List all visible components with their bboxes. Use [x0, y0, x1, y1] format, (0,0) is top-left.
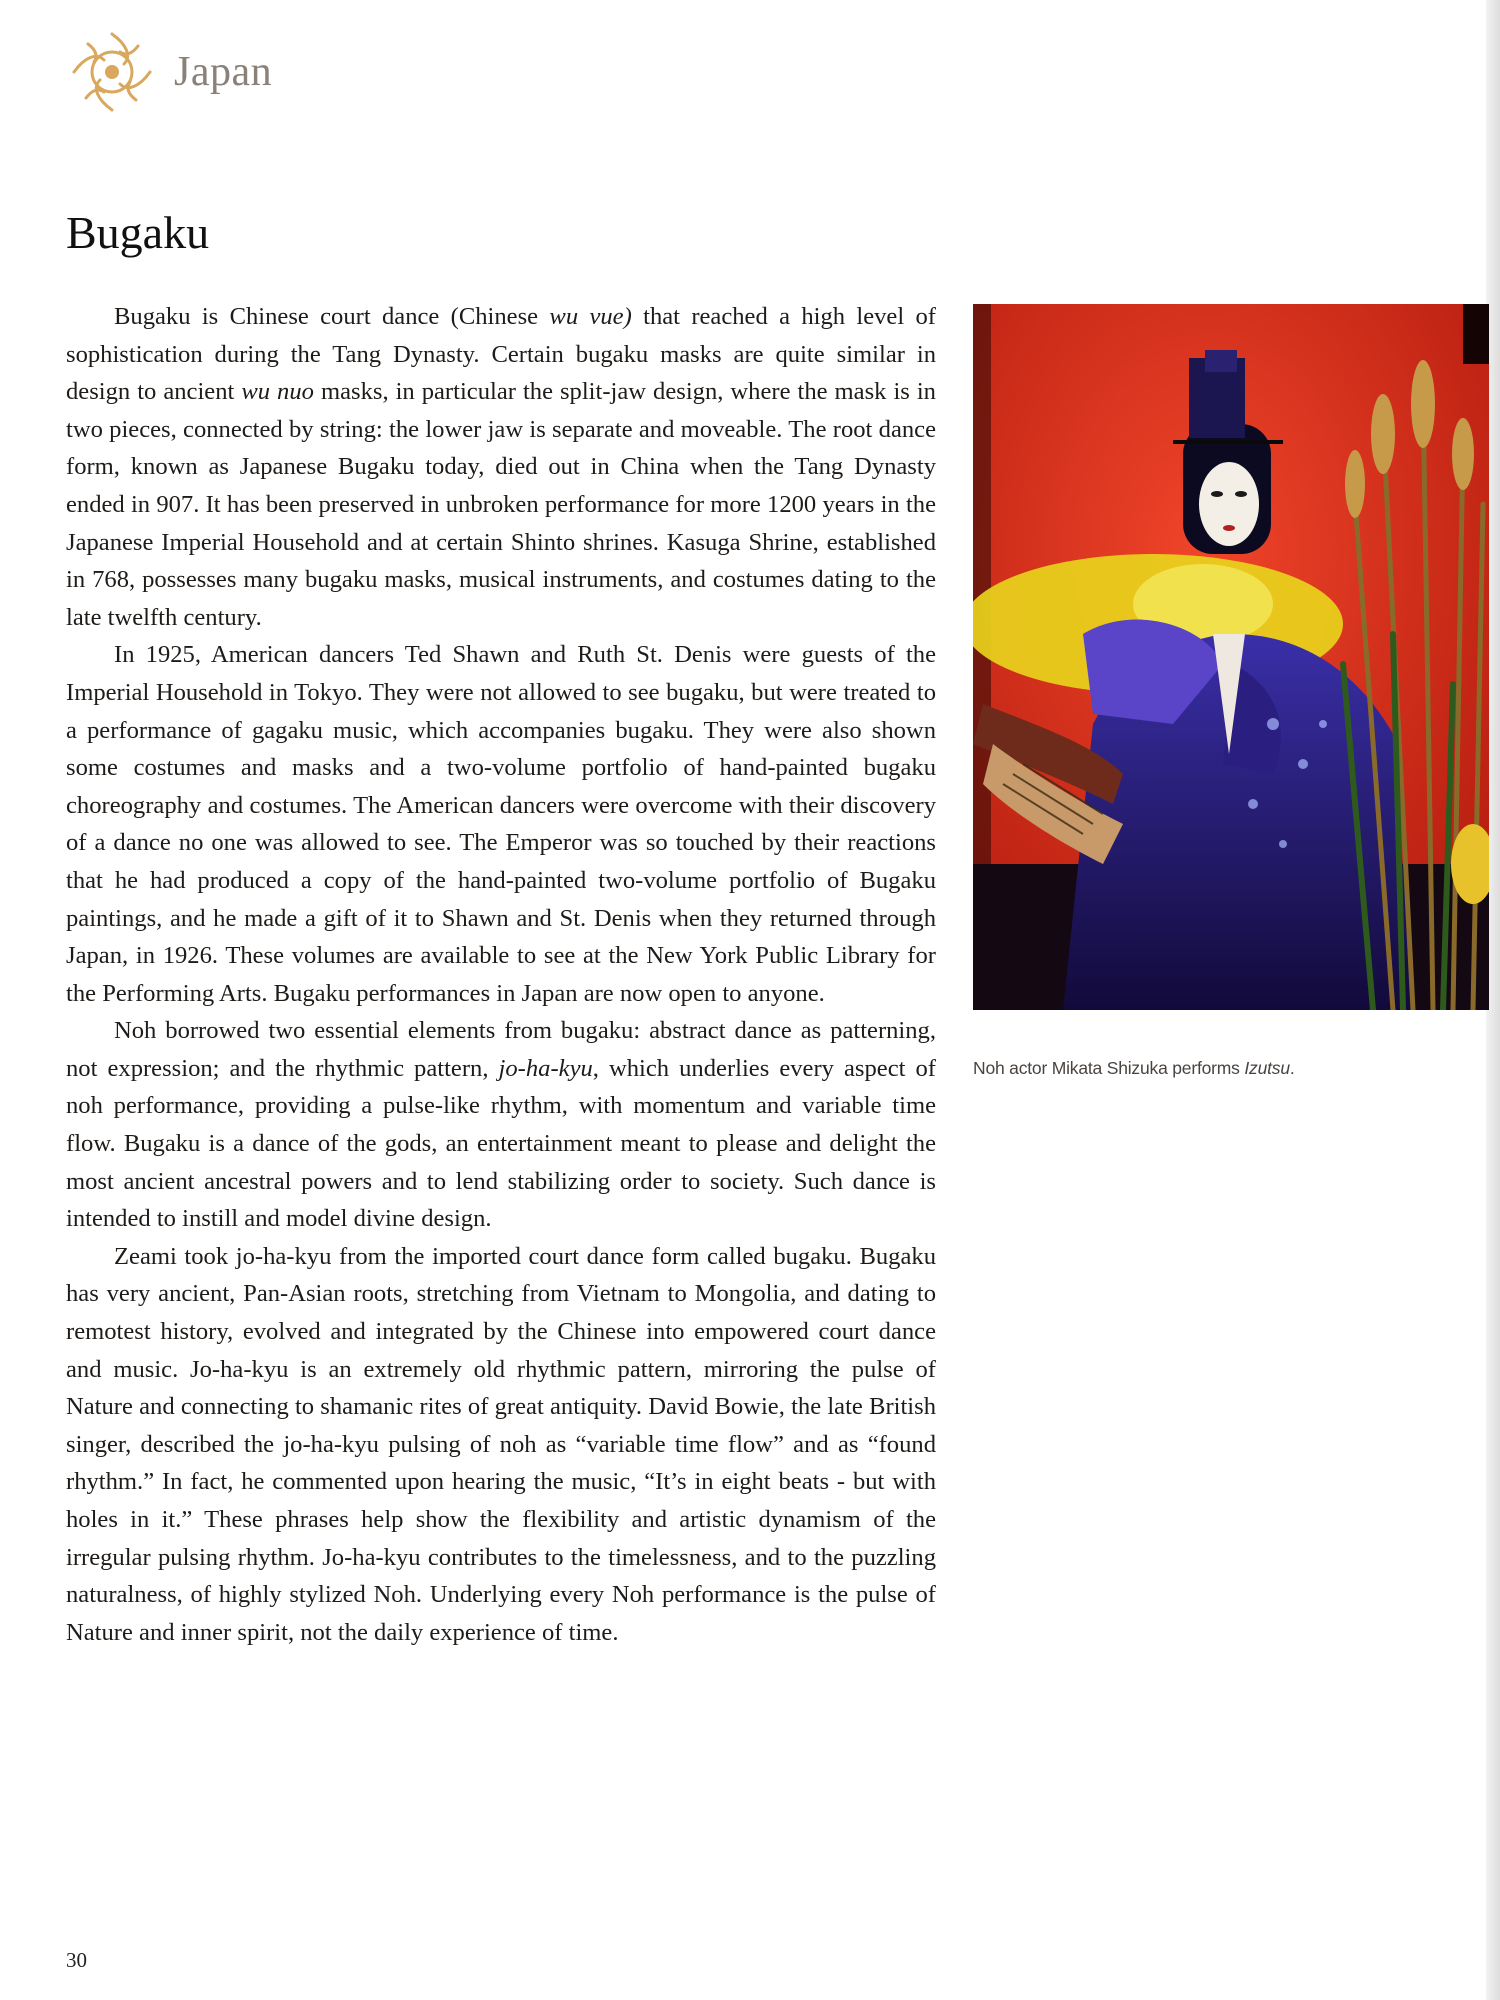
text-run: .: [1289, 1058, 1295, 1078]
ornamental-crest-icon: [66, 26, 158, 118]
page-header: [66, 26, 272, 118]
text-run: that reached a high level of sophistication during the Tang Dynasty. Certain bugaku masks are quite similar in design to ancient: [66, 303, 937, 406]
article-body: [66, 298, 936, 1651]
italic-term: jo-ha-kyu: [498, 1054, 593, 1082]
text-run: , which underlies every aspect of noh performance, providing a pulse-like rhythm, with momentum and variable time flow. Bugaku is a dance of the gods, an entertainment meant to please and delight the most ancient ancestral powers and to lend stabilizing order to society. Such dance is intended to instill and model divine design.: [66, 1054, 936, 1233]
text-run: masks, in particular the split-jaw design, where the mask is in two pieces, connected by string: the lower jaw is separate and moveable. The root dance form, known as Japanese Bugaku today, died out in China when the Tang Dynasty ended in 907. It has been preserved in unbroken performance for more 1200 years in the Japanese Imperial Household and at certain Shinto shrines. Kasuga Shrine, established in 768, possesses many bugaku masks, musical instruments, and costumes dating to the late twelfth century.: [66, 378, 936, 631]
noh-actor-illustration: [973, 304, 1489, 1010]
article-title: Bugaku: [66, 207, 210, 258]
noh-performance-photo: [973, 304, 1489, 1010]
text-run: In 1925, American dancers Ted Shawn and Ruth St. Denis were guests of the Imperial Household in Tokyo. They were not allowed to see bugaku, but were treated to a performance of gagaku music, which accompanies bugaku. They were also shown some costumes and masks and a two-volume portfolio of hand-painted bugaku choreography and costumes. The American dancers were overcome with their discovery of a dance no one was allowed to see. The Emperor was so touched by their reactions that he had produced a copy of the hand-painted two-volume portfolio of Bugaku paintings, and he made a gift of it to Shawn and St. Denis when they returned through Japan, in 1926. These volumes are available to see at the New York Public Library for the Performing Arts. Bugaku performances in Japan are now open to anyone.: [66, 641, 936, 1007]
page-number: 30: [66, 1948, 87, 1972]
text-run: Noh borrowed two essential elements from bugaku: abstract dance as patterning, not expression; and the rhythmic pattern,: [66, 1017, 936, 1082]
body-paragraph: [66, 1238, 936, 1652]
body-paragraph: [66, 1012, 936, 1238]
photo-caption: [973, 1058, 1489, 1079]
italic-term: wu nuo: [241, 378, 314, 406]
body-paragraph: [66, 636, 936, 1012]
italic-term: wu vue): [549, 303, 632, 330]
text-run: Noh actor Mikata Shizuka performs: [973, 1058, 1245, 1078]
body-paragraph: [66, 298, 936, 636]
section-label: Japan: [174, 49, 273, 95]
text-run: Zeami took jo-ha-kyu from the imported court dance form called bugaku. Bugaku has very ancient, Pan-Asian roots, stretching from Vietnam to Mongolia, and dating to remotest history, evolved and integrated by the Chinese into empowered court dance and music. Jo-ha-kyu is an extremely old rhythmic pattern, mirroring the pulse of Nature and connecting to shamanic rites of great antiquity. David Bowie, the late British singer, described the jo-ha-kyu pulsing of noh as “variable time flow” and as “found rhythm.” In fact, he commented upon hearing the music, “It’s in eight beats - but with holes in it.” These phrases help show the flexibility and artistic dynamism of the irregular pulsing rhythm. Jo-ha-kyu contributes to the timelessness, and to the puzzling naturalness, of highly stylized Noh. Underlying every Noh performance is the pulse of Nature and inner spirit, not the daily experience of time.: [66, 1242, 936, 1646]
text-run: Bugaku is Chinese court dance (Chinese: [114, 303, 550, 330]
italic-term: Izutsu: [1244, 1058, 1290, 1078]
